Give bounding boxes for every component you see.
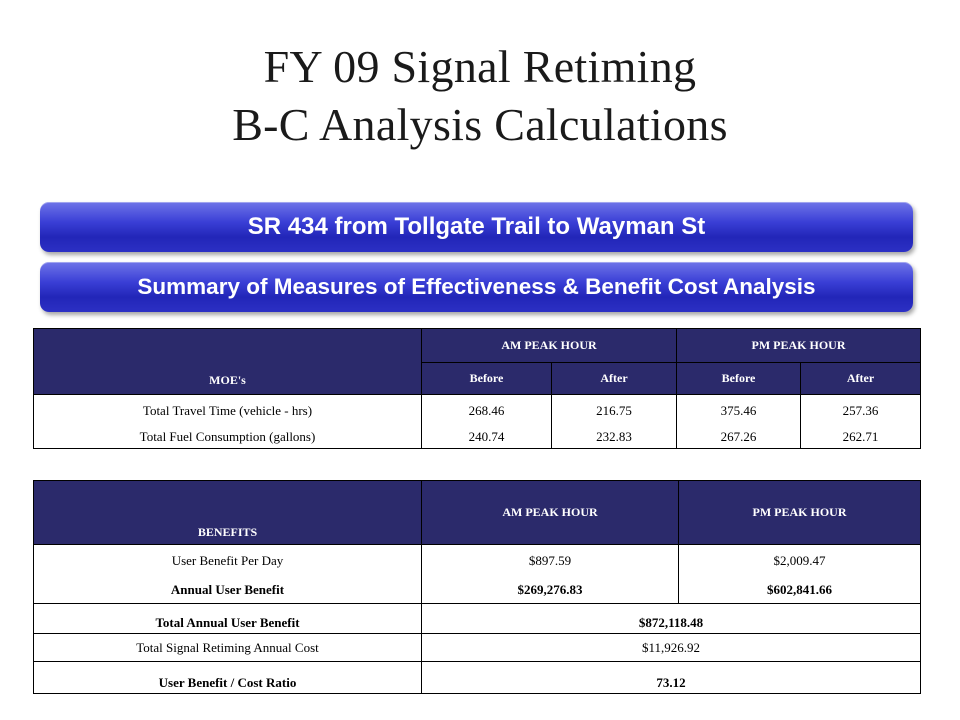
moe-cell: 232.83 [552, 427, 677, 449]
moe-cell: 262.71 [842, 429, 879, 445]
benefit-row-label: User Benefit Per Day [34, 545, 422, 577]
benefit-cell: $11,926.92 [422, 634, 921, 662]
moe-row-label: Total Travel Time (vehicle - hrs) [34, 395, 422, 427]
moe-cell: 268.46 [422, 395, 552, 427]
table-row [34, 604, 921, 634]
moe-pm-before-header: Before [677, 363, 801, 395]
benefits-header-label: BENEFITS [197, 525, 258, 539]
benefit-row-label: User Benefit / Cost Ratio [34, 662, 422, 694]
moe-cell: 240.74 [422, 427, 552, 449]
benefits-pm-peak-header: PM PEAK HOUR [679, 481, 921, 545]
table-row [34, 395, 921, 427]
benefits-header-cell [34, 481, 422, 545]
benefit-cell: 73.12 [422, 662, 921, 694]
benefit-row-label: Total Annual User Benefit [34, 604, 422, 634]
summary-banner: Summary of Measures of Effectiveness & Benefit Cost Analysis [40, 262, 913, 312]
table-row [34, 634, 921, 662]
moe-pm-after-header: After [801, 363, 921, 395]
title-line-1: FY 09 Signal Retiming [263, 41, 697, 92]
moe-header-cell [34, 329, 422, 395]
slide-title [0, 38, 960, 154]
moe-cell: 216.75 [552, 395, 677, 427]
benefit-cell: $602,841.66 [679, 577, 921, 604]
moe-am-before-header: Before [422, 363, 552, 395]
moe-am-after-header: After [552, 363, 677, 395]
table-row [34, 427, 921, 449]
moe-cell: 267.26 [677, 427, 801, 449]
benefits-am-peak-header: AM PEAK HOUR [422, 481, 679, 545]
benefit-cell: $872,118.48 [422, 604, 921, 634]
moe-header-label: MOE's [209, 373, 246, 387]
table-row [34, 577, 921, 604]
moe-pm-peak-header: PM PEAK HOUR [677, 329, 921, 363]
benefit-cell: $897.59 [422, 545, 679, 577]
table-row [34, 545, 921, 577]
moe-table [33, 328, 921, 449]
corridor-banner: SR 434 from Tollgate Trail to Wayman St [40, 202, 913, 252]
moe-row-label: Total Fuel Consumption (gallons) [34, 427, 422, 449]
moe-am-peak-header: AM PEAK HOUR [422, 329, 677, 363]
benefit-cell: $269,276.83 [422, 577, 679, 604]
benefit-row-label: Total Signal Retiming Annual Cost [34, 634, 422, 662]
title-line-2: B-C Analysis Calculations [232, 99, 728, 150]
moe-cell: 257.36 [842, 402, 879, 418]
benefits-table [33, 480, 921, 694]
benefit-row-label: Annual User Benefit [34, 577, 422, 604]
table-row [34, 662, 921, 694]
benefit-cell: $2,009.47 [679, 545, 921, 577]
moe-cell: 375.46 [677, 395, 801, 427]
